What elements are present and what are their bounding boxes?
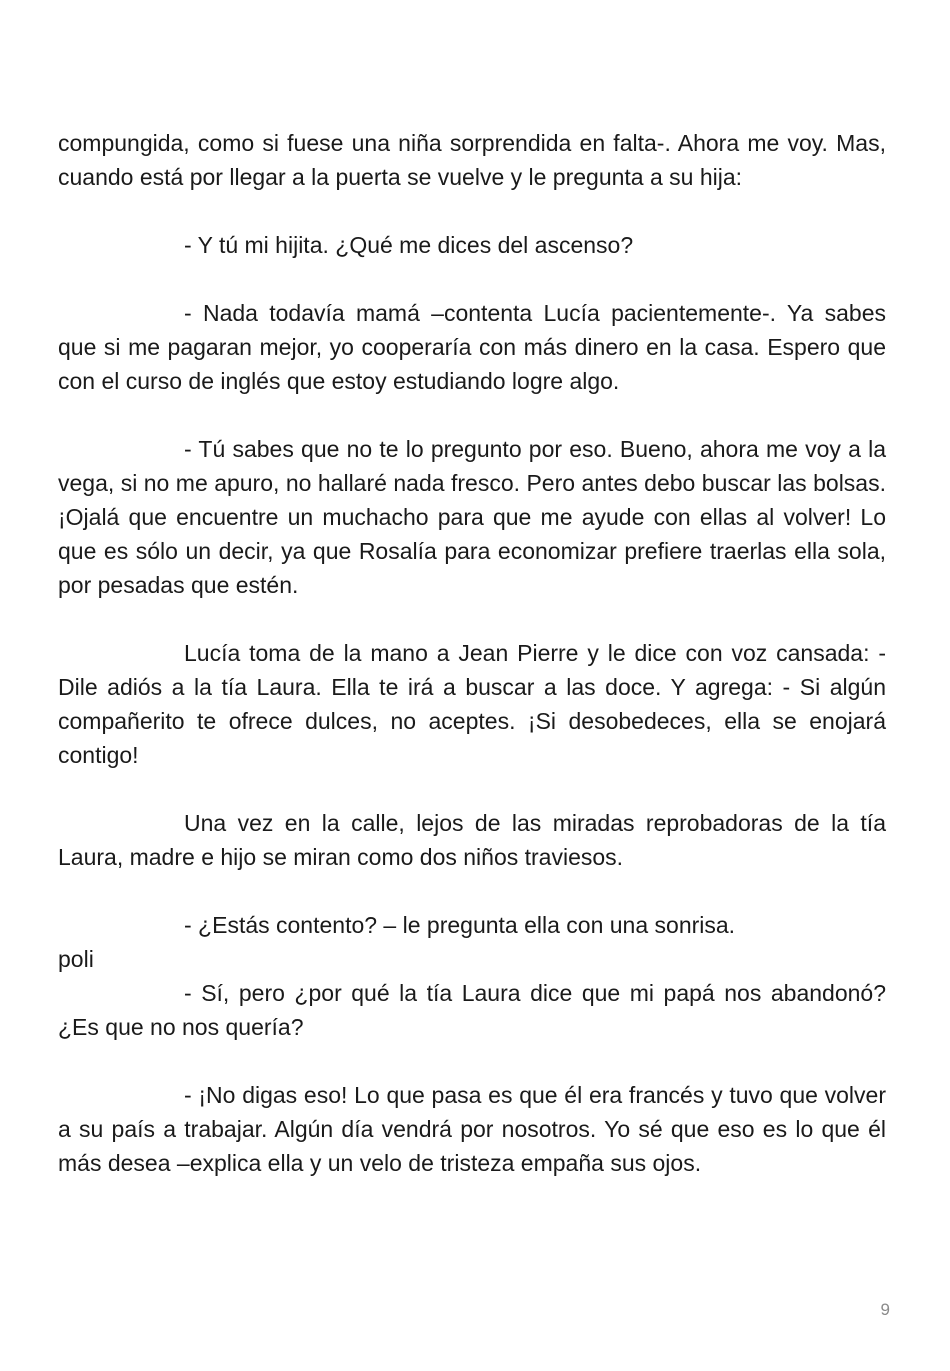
paragraph-7: - ¿Estás contento? – le pregunta ella con una sonrisa.: [184, 912, 736, 938]
paragraph-1: compungida, como si fuese una niña sorprendida en falta-. Ahora me voy. Mas, cuando está por llegar a la puerta se vuelve y le pregunta a su hija:: [58, 130, 886, 190]
paragraph-6: Una vez en la calle, lejos de las miradas reprobadoras de la tía Laura, madre e hijo se miran como dos niños traviesos.: [58, 810, 886, 870]
paragraph-5: Lucía toma de la mano a Jean Pierre y le dice con voz cansada: - Dile adiós a la tía Laura. Ella te irá a buscar a las doce. Y agrega: - Si algún compañerito te ofrece dulces, no aceptes. ¡Si desobedeces, ella se enojará contigo!: [58, 640, 886, 768]
paragraph-8: - Sí, pero ¿por qué la tía Laura dice que mi papá nos abandonó? ¿Es que no nos quería?: [58, 980, 886, 1040]
paragraph-4: - Tú sabes que no te lo pregunto por eso. Bueno, ahora me voy a la vega, si no me apuro, no hallaré nada fresco. Pero antes debo buscar las bolsas. ¡Ojalá que encuentre un muchacho para que me ayude con ellas al volver! Lo que es sólo un decir, ya que Rosalía para economizar prefiere traerlas ella sola, por pesadas que estén.: [58, 436, 886, 598]
page-number: 9: [880, 1300, 890, 1319]
body-text: [58, 126, 886, 1214]
paragraph-9: - ¡No digas eso! Lo que pasa es que él era francés y tuvo que volver a su país a trabajar. Algún día vendrá por nosotros. Yo sé que eso es lo que él más desea –explica ella y un velo de tristeza empaña sus ojos.: [58, 1082, 886, 1176]
stray-text: poli: [58, 946, 94, 972]
paragraph-2: - Y tú mi hijita. ¿Qué me dices del ascenso?: [184, 232, 634, 258]
paragraph-3: - Nada todavía mamá –contenta Lucía pacientemente-. Ya sabes que si me pagaran mejor, yo cooperaría con más dinero en la casa. Espero que con el curso de inglés que estoy estudiando logre algo.: [58, 300, 886, 394]
